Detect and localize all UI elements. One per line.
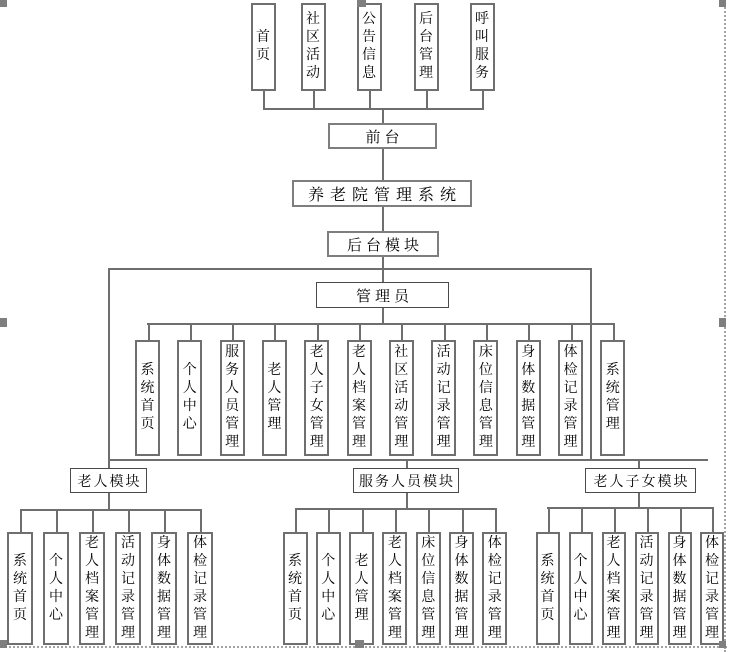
connector-line (571, 323, 573, 340)
role-child-box: 体 检 记 录 管 理 (700, 532, 724, 645)
selection-handle-top-left[interactable] (0, 0, 7, 7)
connector-line (486, 323, 488, 340)
connector-line (638, 492, 640, 508)
selection-handle-middle-left[interactable] (0, 318, 7, 327)
role-child-box: 体 检 记 录 管 理 (187, 532, 213, 645)
role-child-box: 老 人 档 案 管 理 (602, 532, 626, 645)
connector-line (362, 508, 364, 532)
connector-line (590, 268, 592, 460)
connector-line (382, 207, 384, 232)
connector-line (317, 323, 319, 340)
front-child-box: 首 页 (251, 3, 276, 91)
connector-line (359, 323, 361, 340)
connector-line (712, 507, 714, 532)
admin-child-box: 老 人 管 理 (262, 340, 287, 456)
connector-line (638, 459, 640, 468)
connector-line (295, 508, 297, 532)
connector-line (147, 323, 614, 325)
admin-node-box: 管理员 (316, 282, 449, 308)
front-child-box: 社 区 活 动 (301, 3, 326, 91)
front-child-box: 后 台 管 理 (414, 3, 439, 91)
connector-line (232, 323, 234, 340)
connector-line (547, 507, 713, 509)
connector-line (382, 268, 384, 282)
connector-line (328, 508, 330, 532)
connector-line (56, 509, 58, 532)
connector-line (263, 108, 484, 110)
admin-child-box: 系 统 管 理 (600, 340, 625, 456)
role-child-box: 老 人 档 案 管 理 (79, 532, 105, 645)
role-module-box: 老人模块 (70, 468, 147, 493)
root-node-box: 养老院管理系统 (292, 180, 472, 207)
connector-line (369, 91, 371, 108)
connector-line (20, 509, 22, 532)
selection-handle-bottom-right[interactable] (719, 641, 726, 648)
role-child-box: 身 体 数 据 管 理 (151, 532, 177, 645)
connector-line (495, 508, 497, 532)
connector-line (274, 323, 276, 340)
connector-line (406, 459, 408, 468)
admin-child-box: 体 检 记 录 管 理 (558, 340, 583, 456)
selection-handle-bottom-center[interactable] (355, 640, 364, 648)
connector-line (680, 507, 682, 532)
connector-line (444, 323, 446, 340)
selection-handle-middle-right[interactable] (719, 318, 726, 327)
role-child-box: 个 人 中 心 (569, 532, 593, 645)
connector-line (382, 149, 384, 181)
role-child-box: 活 动 记 录 管 理 (635, 532, 659, 645)
selection-handle-top-center[interactable] (357, 0, 366, 7)
backend-node-box: 后台模块 (327, 231, 439, 257)
admin-child-box: 系 统 首 页 (135, 340, 160, 456)
front-node-box: 前台 (328, 123, 437, 149)
role-child-box: 身 体 数 据 管 理 (449, 532, 474, 645)
admin-child-box: 个 人 中 心 (177, 340, 202, 456)
role-child-box: 系 统 首 页 (7, 532, 33, 645)
connector-line (20, 509, 201, 511)
connector-line (108, 492, 110, 510)
connector-line (200, 509, 202, 532)
role-child-box: 个 人 中 心 (316, 532, 341, 645)
admin-child-box: 老 人 档 案 管 理 (347, 340, 372, 456)
connector-line (382, 308, 384, 324)
connector-line (108, 459, 708, 461)
role-child-box: 系 统 首 页 (283, 532, 308, 645)
connector-line (382, 108, 384, 123)
connector-line (148, 323, 150, 340)
connector-line (581, 507, 583, 532)
role-child-box: 个 人 中 心 (43, 532, 69, 645)
role-child-box: 老 人 管 理 (349, 532, 374, 645)
connector-line (108, 268, 592, 270)
admin-child-box: 身 体 数 据 管 理 (516, 340, 541, 456)
role-child-box: 活 动 记 录 管 理 (115, 532, 141, 645)
admin-child-box: 床 位 信 息 管 理 (473, 340, 498, 456)
connector-line (428, 508, 430, 532)
connector-line (647, 507, 649, 532)
connector-line (108, 268, 110, 468)
connector-line (548, 507, 550, 532)
role-child-box: 老 人 档 案 管 理 (382, 532, 407, 645)
connector-line (614, 507, 616, 532)
connector-line (406, 492, 408, 509)
connector-line (313, 91, 315, 108)
connector-line (426, 91, 428, 108)
selection-handle-top-right[interactable] (719, 0, 726, 7)
role-child-box: 床 位 信 息 管 理 (416, 532, 441, 645)
connector-line (190, 323, 192, 340)
admin-child-box: 服 务 人 员 管 理 (220, 340, 245, 456)
connector-line (395, 508, 397, 532)
connector-line (482, 91, 484, 108)
selection-handle-bottom-left[interactable] (0, 640, 7, 648)
connector-line (528, 323, 530, 340)
role-child-box: 系 统 首 页 (536, 532, 560, 645)
connector-line (263, 91, 265, 108)
front-child-box: 公 告 信 息 (357, 3, 382, 91)
connector-line (401, 323, 403, 340)
role-child-box: 身 体 数 据 管 理 (668, 532, 692, 645)
role-module-box: 老人子女模块 (585, 468, 696, 493)
connector-line (164, 509, 166, 532)
connector-line (613, 323, 615, 340)
connector-line (128, 509, 130, 532)
connector-line (92, 509, 94, 532)
connector-line (462, 508, 464, 532)
admin-child-box: 活 动 记 录 管 理 (431, 340, 456, 456)
role-module-box: 服务人员模块 (353, 468, 459, 493)
admin-child-box: 社 区 活 动 管 理 (389, 340, 414, 456)
front-child-box: 呼 叫 服 务 (470, 3, 495, 91)
role-child-box: 体 检 记 录 管 理 (482, 532, 507, 645)
admin-child-box: 老 人 子 女 管 理 (304, 340, 329, 456)
